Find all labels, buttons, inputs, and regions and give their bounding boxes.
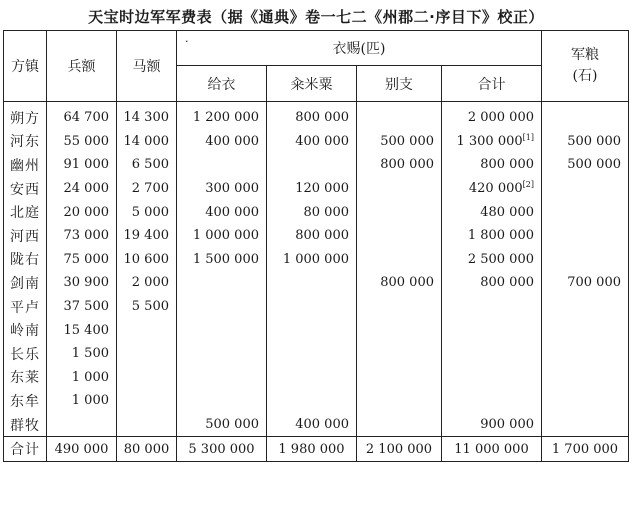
header-clothing-group	[177, 31, 542, 66]
grain-cell	[542, 177, 629, 201]
rice-cell: 400 000	[267, 130, 357, 154]
totals-label: 合计	[4, 437, 47, 462]
region-cell: 平卢	[4, 295, 47, 319]
clothing-cell: 1 000 000	[177, 224, 267, 248]
rice-cell: 1 000 000	[267, 248, 357, 272]
troops-cell: 75 000	[47, 248, 117, 272]
table-row	[4, 200, 629, 224]
clothing-cell	[177, 342, 267, 366]
subtotal-cell: 800 000	[442, 153, 542, 177]
subtotal-cell: 800 000	[442, 271, 542, 295]
table-title: 天宝时边军军费表（据《通典》卷一七二《州郡二·序目下》校正）	[88, 8, 544, 26]
region-cell: 幽州	[4, 153, 47, 177]
grain-cell	[542, 389, 629, 413]
table-header	[4, 31, 629, 102]
rice-cell	[267, 271, 357, 295]
header-clothing: 给衣	[177, 66, 267, 102]
rice-cell	[267, 366, 357, 390]
table-row	[4, 413, 629, 437]
troops-cell: 15 400	[47, 318, 117, 342]
subtotal-cell: 1 800 000	[442, 224, 542, 248]
military-expense-table	[3, 30, 629, 462]
horses-cell: 14 300	[117, 102, 177, 130]
subtotal-cell	[442, 342, 542, 366]
table-body	[4, 102, 629, 437]
table-row	[4, 102, 629, 130]
horses-cell: 10 600	[117, 248, 177, 272]
clothing-cell	[177, 153, 267, 177]
troops-cell: 1 000	[47, 366, 117, 390]
extra-cell	[357, 389, 442, 413]
table-row	[4, 177, 629, 201]
header-grain	[542, 31, 629, 102]
rice-cell	[267, 318, 357, 342]
table-row	[4, 366, 629, 390]
troops-cell: 37 500	[47, 295, 117, 319]
rice-cell: 800 000	[267, 224, 357, 248]
clothing-cell: 300 000	[177, 177, 267, 201]
totals-troops: 490 000	[47, 437, 117, 462]
grain-cell: 500 000	[542, 153, 629, 177]
header-troops: 兵额	[47, 31, 117, 102]
table-row	[4, 295, 629, 319]
region-cell: 岭南	[4, 318, 47, 342]
horses-cell: 19 400	[117, 224, 177, 248]
subtotal-cell: 480 000	[442, 200, 542, 224]
totals-horses: 80 000	[117, 437, 177, 462]
region-cell: 河东	[4, 130, 47, 154]
horses-cell	[117, 318, 177, 342]
horses-cell: 5 500	[117, 295, 177, 319]
subtotal-cell	[442, 295, 542, 319]
clothing-cell: 500 000	[177, 413, 267, 437]
troops-cell: 1 000	[47, 389, 117, 413]
grain-cell	[542, 366, 629, 390]
header-clothing-group-label: 衣赐(匹)	[332, 41, 386, 57]
subtotal-cell: 2 000 000	[442, 102, 542, 130]
table-row	[4, 224, 629, 248]
region-cell: 安西	[4, 177, 47, 201]
clothing-cell	[177, 318, 267, 342]
region-cell: 东牟	[4, 389, 47, 413]
extra-cell	[357, 366, 442, 390]
horses-cell: 6 500	[117, 153, 177, 177]
clothing-cell	[177, 366, 267, 390]
grain-cell	[542, 102, 629, 130]
extra-cell: 800 000	[357, 271, 442, 295]
subtotal-cell: 2 500 000	[442, 248, 542, 272]
rice-cell: 800 000	[267, 102, 357, 130]
footnote-mark: [2]	[522, 180, 534, 190]
troops-cell: 73 000	[47, 224, 117, 248]
extra-cell	[357, 177, 442, 201]
totals-subtotal: 11 000 000	[442, 437, 542, 462]
table-footer	[4, 437, 629, 462]
extra-cell: 800 000	[357, 153, 442, 177]
region-cell: 河西	[4, 224, 47, 248]
rice-cell: 120 000	[267, 177, 357, 201]
clothing-cell: 1 200 000	[177, 102, 267, 130]
extra-cell	[357, 102, 442, 130]
header-region: 方镇	[4, 31, 47, 102]
region-cell: 长乐	[4, 342, 47, 366]
rice-cell	[267, 153, 357, 177]
table-row	[4, 342, 629, 366]
grain-cell	[542, 248, 629, 272]
clothing-cell	[177, 295, 267, 319]
subtotal-cell: 1 300 000[1]	[442, 130, 542, 154]
rice-cell	[267, 389, 357, 413]
horses-cell: 14 000	[117, 130, 177, 154]
troops-cell: 1 500	[47, 342, 117, 366]
header-grain-line1: 军粮	[571, 47, 599, 63]
extra-cell	[357, 248, 442, 272]
extra-cell	[357, 342, 442, 366]
extra-cell	[357, 413, 442, 437]
extra-cell	[357, 200, 442, 224]
clothing-cell: 400 000	[177, 130, 267, 154]
grain-cell	[542, 413, 629, 437]
clothing-cell: 400 000	[177, 200, 267, 224]
header-dot-mark: ·	[185, 35, 189, 48]
horses-cell	[117, 389, 177, 413]
rice-cell	[267, 342, 357, 366]
header-extra: 别支	[357, 66, 442, 102]
horses-cell: 2 700	[117, 177, 177, 201]
totals-rice: 1 980 000	[267, 437, 357, 462]
table-row	[4, 389, 629, 413]
table-row	[4, 318, 629, 342]
troops-cell: 24 000	[47, 177, 117, 201]
region-cell: 群牧	[4, 413, 47, 437]
clothing-cell	[177, 389, 267, 413]
totals-clothing: 5 300 000	[177, 437, 267, 462]
troops-cell: 64 700	[47, 102, 117, 130]
rice-cell: 400 000	[267, 413, 357, 437]
troops-cell: 55 000	[47, 130, 117, 154]
clothing-cell: 1 500 000	[177, 248, 267, 272]
totals-grain: 1 700 000	[542, 437, 629, 462]
region-cell: 陇右	[4, 248, 47, 272]
grain-cell	[542, 200, 629, 224]
grain-cell	[542, 342, 629, 366]
footnote-mark: [1]	[522, 132, 534, 142]
grain-cell: 700 000	[542, 271, 629, 295]
totals-row	[4, 437, 629, 462]
extra-cell: 500 000	[357, 130, 442, 154]
horses-cell	[117, 413, 177, 437]
horses-cell	[117, 366, 177, 390]
header-horses: 马额	[117, 31, 177, 102]
troops-cell: 20 000	[47, 200, 117, 224]
table-row	[4, 248, 629, 272]
header-rice: 籴米粟	[267, 66, 357, 102]
subtotal-cell	[442, 318, 542, 342]
table-row	[4, 153, 629, 177]
grain-cell	[542, 295, 629, 319]
table-row	[4, 271, 629, 295]
region-cell: 朔方	[4, 102, 47, 130]
subtotal-cell: 900 000	[442, 413, 542, 437]
subtotal-cell	[442, 366, 542, 390]
region-cell: 东莱	[4, 366, 47, 390]
region-cell: 北庭	[4, 200, 47, 224]
subtotal-cell	[442, 389, 542, 413]
extra-cell	[357, 318, 442, 342]
troops-cell	[47, 413, 117, 437]
troops-cell: 30 900	[47, 271, 117, 295]
rice-cell	[267, 295, 357, 319]
grain-cell	[542, 224, 629, 248]
troops-cell: 91 000	[47, 153, 117, 177]
grain-cell	[542, 318, 629, 342]
extra-cell	[357, 295, 442, 319]
region-cell: 剑南	[4, 271, 47, 295]
horses-cell	[117, 342, 177, 366]
subtotal-cell: 420 000[2]	[442, 177, 542, 201]
horses-cell: 2 000	[117, 271, 177, 295]
clothing-cell	[177, 271, 267, 295]
header-grain-line2: (石)	[572, 68, 598, 84]
grain-cell: 500 000	[542, 130, 629, 154]
table-row	[4, 130, 629, 154]
extra-cell	[357, 224, 442, 248]
totals-extra: 2 100 000	[357, 437, 442, 462]
rice-cell: 80 000	[267, 200, 357, 224]
horses-cell: 5 000	[117, 200, 177, 224]
header-subtotal: 合计	[442, 66, 542, 102]
